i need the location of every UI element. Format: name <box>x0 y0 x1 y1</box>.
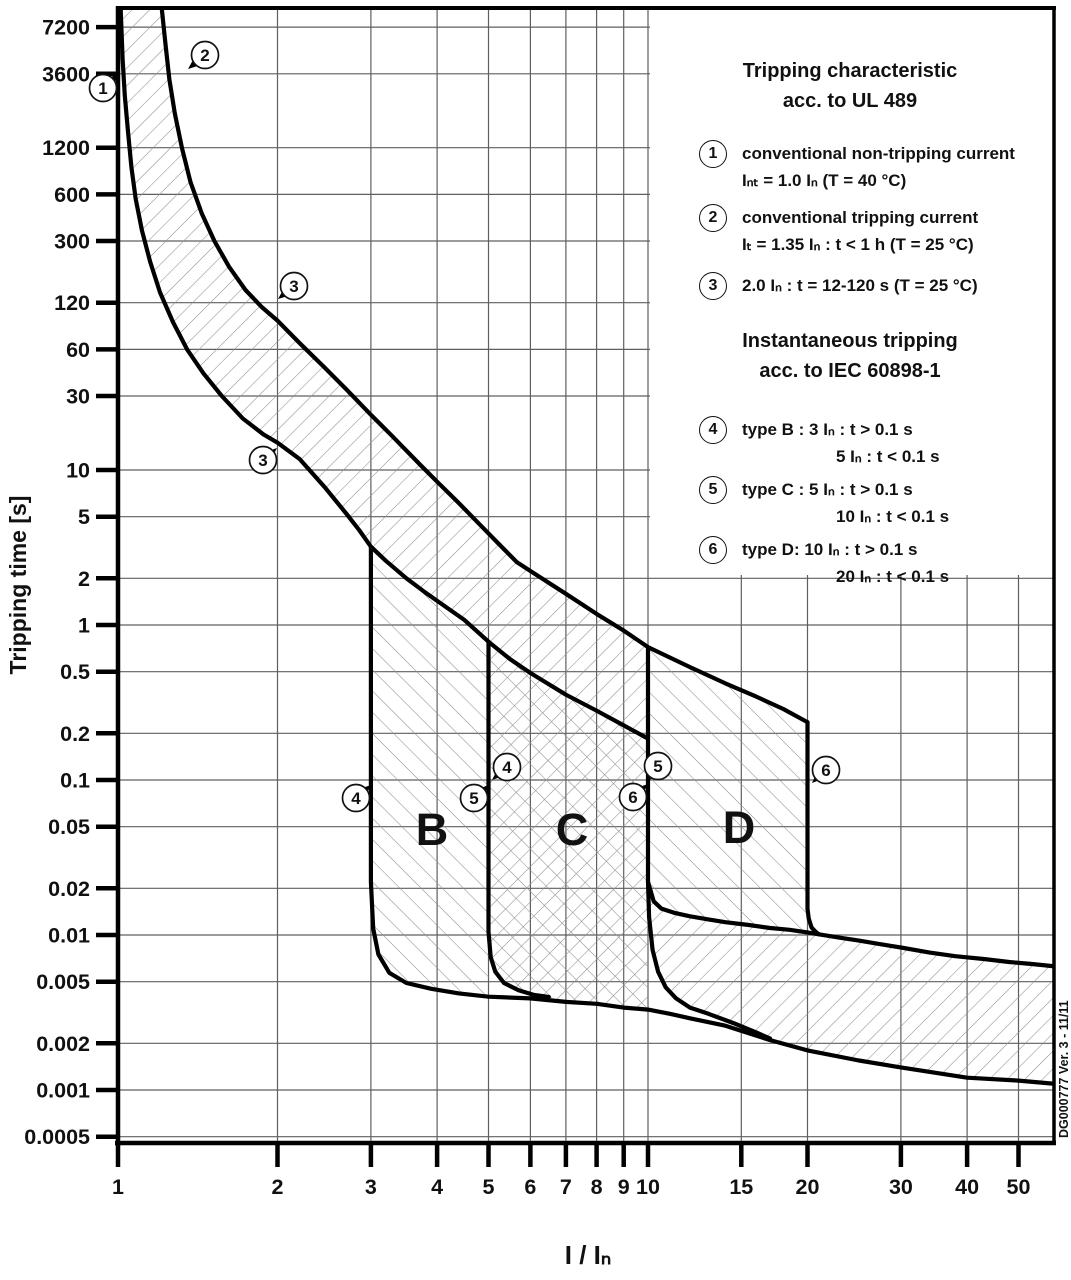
x-tick-label: 50 <box>1006 1175 1031 1199</box>
marker-number: 4 <box>502 758 512 777</box>
x-tick-label: 30 <box>888 1175 913 1199</box>
legend-item-3 <box>699 272 978 300</box>
y-tick-label: 300 <box>54 229 90 254</box>
legend-item-4 <box>699 416 940 470</box>
marker-number: 6 <box>628 788 638 807</box>
legend-item-1-line1: conventional non-tripping current <box>742 144 1015 163</box>
y-tick-label: 0.2 <box>60 721 90 746</box>
legend-iec-title <box>655 326 1045 386</box>
y-tick-label: 0.002 <box>36 1031 90 1056</box>
document-version-note: DG000777 Ver. 3 - 11/11 <box>1057 1000 1071 1138</box>
x-tick-label: 1 <box>112 1175 124 1199</box>
y-tick-label: 0.0005 <box>24 1125 90 1150</box>
legend-circle-1: 1 <box>699 140 727 168</box>
y-tick-label: 600 <box>54 182 90 207</box>
x-tick-label: 8 <box>590 1175 603 1199</box>
y-tick-label: 1200 <box>42 136 90 161</box>
region-letter-D: D <box>722 802 756 853</box>
x-tick-label: 15 <box>729 1175 754 1199</box>
legend-item-4-line2: 5 Iₙ : t < 0.1 s <box>836 447 940 466</box>
legend-ul-title-line1: Tripping characteristic <box>742 60 958 82</box>
legend-item-5-line1: type C : 5 Iₙ : t > 0.1 s <box>742 480 913 499</box>
y-tick-label: 3600 <box>42 62 90 87</box>
legend-circle-6: 6 <box>699 536 727 564</box>
region-letter-C: C <box>555 804 589 855</box>
legend-item-6 <box>699 536 949 590</box>
x-ticks <box>112 1145 1030 1199</box>
y-tick-label: 1 <box>78 613 90 638</box>
y-tick-label: 0.02 <box>48 876 90 901</box>
legend-item-1-line2: Iₙₜ = 1.0 Iₙ (T = 40 °C) <box>742 171 907 190</box>
y-tick-label: 0.005 <box>36 970 90 995</box>
x-tick-label: 2 <box>271 1175 284 1199</box>
legend-item-1 <box>699 140 1015 194</box>
x-tick-label: 5 <box>482 1175 495 1199</box>
legend-panel <box>655 30 1051 590</box>
marker-number: 3 <box>258 451 268 470</box>
y-tick-label: 60 <box>66 337 90 362</box>
legend-iec-title-line2: acc. to IEC 60898-1 <box>759 360 941 382</box>
marker-number: 5 <box>469 789 479 808</box>
y-tick-label: 120 <box>54 291 90 316</box>
marker-number: 5 <box>653 757 663 776</box>
marker-number: 2 <box>200 46 210 65</box>
marker-number: 4 <box>351 789 361 808</box>
legend-iec-title-line1: Instantaneous tripping <box>742 330 958 352</box>
region-letter-B: B <box>415 804 449 855</box>
x-axis-title: I / Iₙ <box>564 1240 612 1270</box>
legend-item-2-line2: Iₜ = 1.35 Iₙ : t < 1 h (T = 25 °C) <box>742 235 974 254</box>
legend-item-6-line1: type D: 10 Iₙ : t > 0.1 s <box>742 540 918 559</box>
y-tick-label: 2 <box>78 566 90 591</box>
legend-circle-5: 5 <box>699 476 727 504</box>
legend-ul-title-line2: acc. to UL 489 <box>782 90 918 112</box>
y-tick-label: 7200 <box>42 15 90 40</box>
y-tick-label: 10 <box>66 458 90 483</box>
y-tick-label: 0.001 <box>36 1078 90 1103</box>
marker-number: 6 <box>821 761 831 780</box>
legend-item-5 <box>699 476 949 530</box>
marker-number: 3 <box>289 277 299 296</box>
y-ticks <box>24 16 117 1150</box>
legend-item-5-line2: 10 Iₙ : t < 0.1 s <box>836 507 950 526</box>
y-tick-label: 5 <box>78 505 90 530</box>
x-tick-label: 40 <box>955 1175 980 1199</box>
legend-item-6-line2: 20 Iₙ : t < 0.1 s <box>836 567 950 586</box>
x-tick-label: 3 <box>364 1175 377 1199</box>
x-tick-label: 6 <box>524 1175 537 1199</box>
legend-item-2 <box>699 204 978 258</box>
legend-item-3-line1: 2.0 Iₙ : t = 12-120 s (T = 25 °C) <box>742 276 978 295</box>
x-tick-label: 4 <box>431 1175 444 1199</box>
x-tick-label: 7 <box>559 1175 572 1199</box>
legend-circle-4: 4 <box>699 416 727 444</box>
legend-ul-title <box>655 56 1045 116</box>
legend-item-2-line1: conventional tripping current <box>742 208 979 227</box>
marker-number: 1 <box>98 79 108 98</box>
region-D <box>648 647 819 934</box>
x-tick-label: 20 <box>795 1175 820 1199</box>
y-tick-label: 30 <box>66 384 90 409</box>
legend-circle-2: 2 <box>699 204 727 232</box>
y-axis-title: Tripping time [s] <box>5 495 31 675</box>
legend-item-4-line1: type B : 3 Iₙ : t > 0.1 s <box>742 420 913 439</box>
x-tick-label: 10 <box>636 1175 660 1199</box>
x-tick-label: 9 <box>617 1175 630 1199</box>
legend-circle-3: 3 <box>699 272 727 300</box>
curve-20In-upper-vertical <box>808 722 819 934</box>
y-tick-label: 0.05 <box>48 815 90 840</box>
y-tick-label: 0.5 <box>60 660 90 685</box>
y-tick-label: 0.01 <box>48 923 90 948</box>
y-tick-label: 0.1 <box>60 768 90 793</box>
